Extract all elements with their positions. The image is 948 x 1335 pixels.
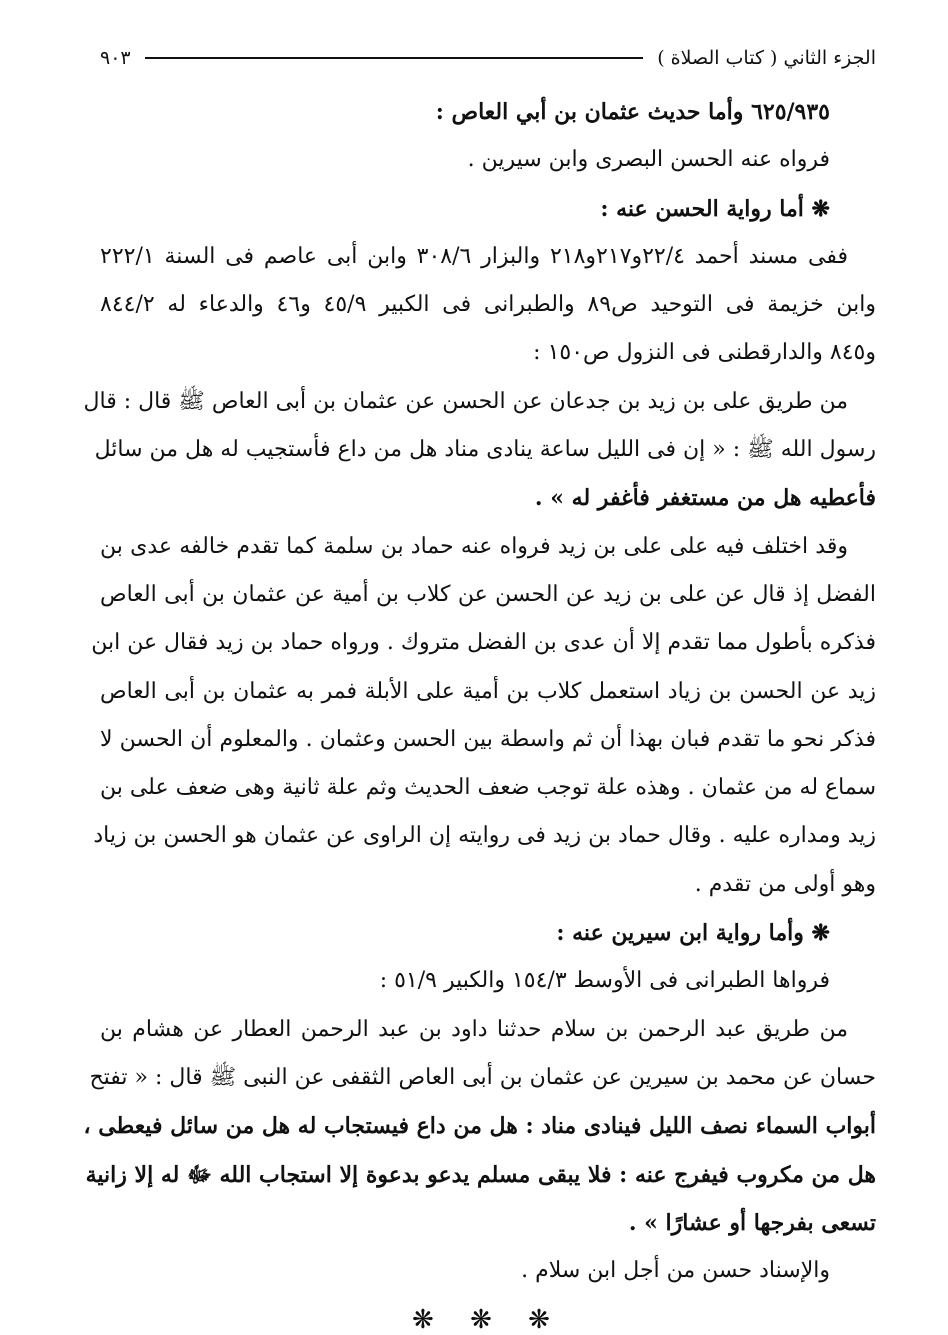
text-line: الفضل إذ قال عن على بن زيد عن الحسن عن كلاب بن أمية عن عثمان بن أبى العاص [100,581,876,607]
hadith-text-line: تسعى بفرجها أو عشارًا » . [628,1209,876,1236]
text-line: وقد اختلف فيه على على بن زيد فرواه عنه حماد بن سلمة كما تقدم خالفه عدى بن [100,533,848,559]
text-line: حسان عن محمد بن سيرين عن عثمان بن أبى العاص الثقفى عن النبى ﷺ قال : « تفتح [89,1064,876,1090]
hadith-text-line: هل من مكروب فيفرج عنه : فلا يبقى مسلم يدعو بدعوة إلا استجاب الله ﷻ له إلا زانية [85,1161,876,1188]
hadith-text-line: رسول الله ﷺ : « إن فى الليل ساعة ينادى مناد هل من داع فأستجيب له هل من سائل [94,437,876,463]
header-rule [145,57,644,59]
text-line: زيد ومداره عليه . وقال حماد بن زيد فى روايته إن الراوى عن عثمان هو الحسن بن زياد [93,823,876,849]
text-line: فذكر نحو ما تقدم فبان بهذا أن ثم واسطة بين الحسن وعثمان . والمعلوم أن الحسن لا [100,726,876,752]
page-number: ٩٠٣ [100,47,131,69]
hadith-heading: ٦٢٥/٩٣٥ وأما حديث عثمان بن أبي العاص : [435,99,830,125]
section-heading: ❋ وأما رواية ابن سيرين عنه : [556,920,830,947]
page-header [100,38,876,78]
text-line: زيد عن الحسن بن زياد استعمل كلاب بن أمية على الأبلة فمر به عثمان بن أبى العاص [100,678,876,704]
text-line: فذكره بأطول مما تقدم إلا أن عدى بن الفضل متروك . ورواه حماد بن زيد فقال عن ابن [91,630,876,656]
hadith-text-line: أبواب السماء نصف الليل فينادى مناد : هل من داع فيستجاب له هل من سائل فيعطى ، [83,1113,876,1140]
section-end-ornament: ❋ ❋ ❋ [412,1305,564,1335]
running-title: الجزء الثاني ( كتاب الصلاة ) [657,47,876,69]
text-line: من طريق عبد الرحمن بن سلام حدثنا داود بن عبد الرحمن العطار عن هشام بن [100,1016,848,1042]
text-line: وهو أولى من تقدم . [694,871,876,897]
section-heading: ❋ أما رواية الحسن عنه : [600,195,830,222]
text-line: ففى مسند أحمد ٢٢/٤و٢١٧و٢١٨ والبزار ٣٠٨/٦ وابن أبى عاصم فى السنة ٢٢٢/١ [100,243,848,269]
text-line: من طريق على بن زيد بن جدعان عن الحسن عن عثمان بن أبى العاص ﷺ قال : قال [83,388,848,414]
text-line: والإسناد حسن من أجل ابن سلام . [521,1258,830,1284]
page-body [83,88,877,1295]
text-line: سماع له من عثمان . وهذه علة توجب ضعف الحديث وثم علة ثانية وهى ضعف على بن [99,775,876,801]
text-line: وابن خزيمة فى التوحيد ص٨٩ والطبرانى فى الكبير ٤٥/٩ و٤٦ والدعاء له ٨٤٤/٢ [100,292,877,318]
text-line: فرواها الطبرانى فى الأوسط ١٥٤/٣ والكبير ٥١/٩ : [379,968,830,994]
text-line: فرواه عنه الحسن البصرى وابن سيرين . [467,147,830,173]
hadith-text-line: فأعطيه هل من مستغفر فأغفر له » . [534,485,876,512]
text-line: و٨٤٥ والدارقطنى فى النزول ص١٥٠ : [533,340,876,366]
